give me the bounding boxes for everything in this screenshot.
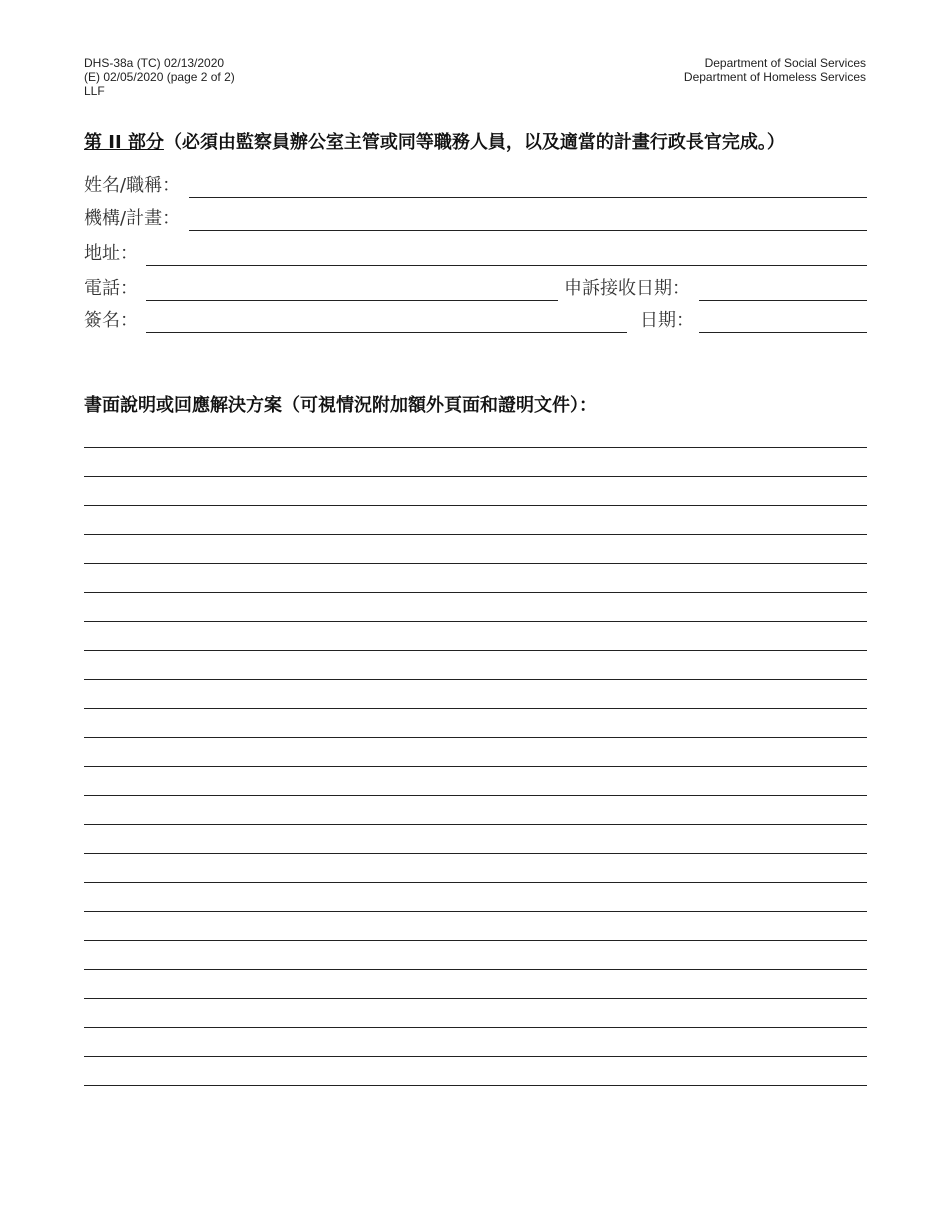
response-line[interactable] [84, 680, 867, 709]
phone-row [84, 277, 867, 301]
response-line[interactable] [84, 883, 867, 912]
signature-field[interactable] [146, 332, 627, 333]
agency-program-field[interactable] [189, 230, 867, 231]
complaint-received-date-field[interactable] [699, 300, 867, 301]
phone-label: 電話： [84, 278, 138, 299]
phone-field[interactable] [146, 300, 558, 301]
response-line[interactable] [84, 651, 867, 680]
section-title [84, 131, 785, 155]
form-date-page: (E) 02/05/2020 (page 2 of 2) [84, 70, 235, 84]
response-line[interactable] [84, 506, 867, 535]
response-line[interactable] [84, 622, 867, 651]
response-line[interactable] [84, 1028, 867, 1057]
response-writing-area[interactable] [84, 419, 867, 1086]
response-line[interactable] [84, 477, 867, 506]
date-label: 日期： [640, 310, 694, 331]
name-title-label: 姓名/職稱： [84, 175, 181, 196]
agency-program-label: 機構/計畫： [84, 208, 181, 229]
signature-label: 簽名： [84, 310, 138, 331]
response-line[interactable] [84, 1057, 867, 1086]
response-line[interactable] [84, 709, 867, 738]
address-field[interactable] [146, 265, 867, 266]
address-row [84, 242, 867, 266]
response-line[interactable] [84, 419, 867, 448]
form-id-block [84, 56, 235, 98]
form-code: LLF [84, 84, 105, 98]
response-line[interactable] [84, 999, 867, 1028]
response-line[interactable] [84, 535, 867, 564]
response-line[interactable] [84, 767, 867, 796]
signature-row [84, 309, 867, 333]
response-line[interactable] [84, 564, 867, 593]
department-homeless-services: Department of Homeless Services [683, 70, 866, 84]
date-field[interactable] [699, 332, 867, 333]
response-label: 書面說明或回應解決方案（可視情況附加額外頁面和證明文件）： [84, 395, 597, 416]
response-line[interactable] [84, 448, 867, 477]
section-part-label: 第 II 部分 [84, 132, 164, 153]
complaint-received-date-label: 申訴接收日期： [564, 278, 690, 299]
response-line[interactable] [84, 912, 867, 941]
response-line[interactable] [84, 941, 867, 970]
section-instruction: （必須由監察員辦公室主管或同等職務人員，以及適當的計畫行政長官完成。） [163, 132, 785, 153]
name-title-row [84, 174, 867, 198]
agency-program-row [84, 207, 867, 231]
address-label: 地址： [84, 243, 138, 264]
form-id: DHS-38a (TC) 02/13/2020 [84, 56, 225, 70]
response-line[interactable] [84, 796, 867, 825]
response-line[interactable] [84, 970, 867, 999]
response-line[interactable] [84, 825, 867, 854]
response-line[interactable] [84, 854, 867, 883]
response-line[interactable] [84, 738, 867, 767]
name-title-field[interactable] [189, 197, 867, 198]
department-block [684, 56, 866, 84]
response-line[interactable] [84, 593, 867, 622]
department-social-services: Department of Social Services [704, 56, 866, 70]
